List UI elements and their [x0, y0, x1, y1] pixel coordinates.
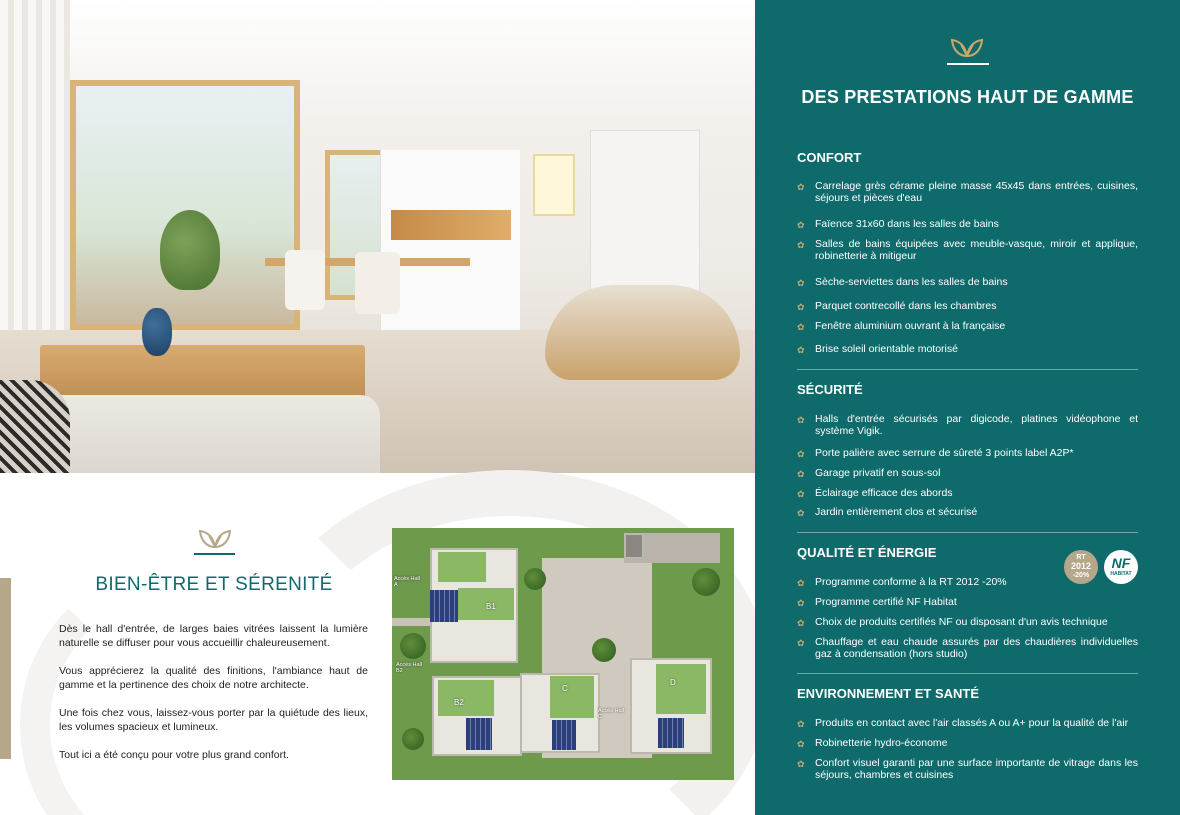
section-divider	[797, 532, 1138, 533]
list-item: ✿ Jardin entièrement clos et sécurisé	[797, 506, 978, 518]
section-divider	[797, 673, 1138, 674]
plan-path	[392, 618, 432, 626]
services-panel	[755, 0, 1180, 815]
leaf-bullet-icon: ✿	[797, 739, 805, 749]
wellbeing-paragraph: Tout ici a été conçu pour votre plus grand confort.	[59, 749, 289, 761]
aerial-site-plan	[392, 528, 734, 780]
plan-solar-panels	[658, 718, 684, 748]
wellbeing-paragraph: Vous apprécierez la qualité des finitions, l'ambiance haut de gamme et la pertinence des choix de notre architecte.	[59, 665, 368, 691]
list-item: ✿ Programme certifié NF Habitat	[797, 596, 957, 608]
plan-solar-panels	[552, 720, 576, 750]
plan-tree	[592, 638, 616, 662]
photo-dining-chair	[355, 252, 400, 314]
leaf-bullet-icon: ✿	[797, 345, 805, 355]
list-item: ✿ Robinetterie hydro-économe	[797, 737, 948, 749]
section-title-environnement-sante: ENVIRONNEMENT ET SANTÉ	[797, 686, 980, 701]
decorative-gold-bar	[0, 578, 11, 759]
photo-cushion	[0, 380, 70, 473]
leaf-bullet-icon: ✿	[797, 578, 805, 588]
list-item: ✿ Programme conforme à la RT 2012 -20%	[797, 576, 1007, 588]
list-item: ✿ Faïence 31x60 dans les salles de bains	[797, 218, 999, 230]
plan-label-c: C	[562, 684, 568, 693]
leaf-bullet-icon: ✿	[797, 240, 805, 250]
plan-tree	[692, 568, 720, 596]
logo-underline	[194, 553, 235, 555]
photo-curtain	[0, 0, 70, 380]
plan-access-label: Accès Hall B2	[396, 662, 422, 674]
logo-underline	[947, 63, 989, 65]
list-item: ✿ Garage privatif en sous-sol	[797, 467, 941, 479]
plan-label-b1: B1	[486, 602, 496, 611]
plan-annex	[624, 533, 644, 559]
leaf-bullet-icon: ✿	[797, 489, 805, 499]
section-title-securite: SÉCURITÉ	[797, 382, 863, 397]
leaf-bullet-icon: ✿	[797, 719, 805, 729]
leaf-bullet-icon: ✿	[797, 638, 805, 648]
list-item: ✿ Chauffage et eau chaude assurés par des chaudières individuelles gaz à condensation (hors studio)	[797, 636, 1138, 660]
photo-armchair	[545, 285, 740, 380]
plan-access-label: Accès Hall C	[598, 708, 624, 720]
list-item: ✿ Brise soleil orientable motorisé	[797, 343, 958, 355]
section-title-qualite-energie: QUALITÉ ET ÉNERGIE	[797, 545, 937, 560]
panel-title: DES PRESTATIONS HAUT DE GAMME	[801, 87, 1134, 107]
interior-living-room-photo	[0, 0, 755, 473]
plan-label-d: D	[670, 678, 676, 687]
plan-solar-panels	[430, 590, 458, 622]
plan-tree	[524, 568, 546, 590]
list-item: ✿ Choix de produits certifiés NF ou disposant d'un avis technique	[797, 616, 1108, 628]
wellbeing-text	[59, 622, 368, 776]
wellbeing-paragraph: Une fois chez vous, laissez-vous porter par la quiétude des lieux, les volumes spacieux et lumineux.	[59, 707, 368, 733]
list-item: ✿ Sèche-serviettes dans les salles de bains	[797, 276, 1008, 288]
section-divider	[797, 369, 1138, 370]
list-item: ✿ Porte palière avec serrure de sûreté 3 points label A2P*	[797, 447, 1074, 459]
plan-tree	[402, 728, 424, 750]
plan-tree	[400, 633, 426, 659]
plan-access-label: Accès Hall A	[394, 576, 420, 588]
list-item: ✿ Confort visuel garanti par une surface importante de vitrage dans les séjours, chambres et cuisines	[797, 757, 1138, 781]
leaf-bullet-icon: ✿	[797, 618, 805, 628]
plan-green-roof	[438, 680, 494, 716]
leaf-bullet-icon: ✿	[797, 278, 805, 288]
photo-kitchen	[380, 150, 520, 330]
list-item: ✿ Salles de bains équipées avec meuble-vasque, miroir et applique, robinetterie à mitigeur	[797, 238, 1138, 262]
photo-dining-chair	[285, 250, 325, 310]
leaf-bullet-icon: ✿	[797, 182, 805, 192]
leaf-bullet-icon: ✿	[797, 302, 805, 312]
list-item: ✿ Carrelage grès cérame pleine masse 45x45 dans entrées, cuisines, séjours et pièces d'eau	[797, 180, 1138, 204]
leaf-logo-icon	[949, 36, 985, 58]
list-item: ✿ Halls d'entrée sécurisés par digicode, platines vidéophone et système Vigik.	[797, 413, 1138, 437]
leaf-bullet-icon: ✿	[797, 415, 805, 425]
list-item: ✿ Parquet contrecollé dans les chambres	[797, 300, 997, 312]
list-item: ✿ Éclairage efficace des abords	[797, 487, 953, 499]
plan-solar-panels	[466, 718, 492, 750]
nf-habitat-badge: NF HABITAT	[1104, 550, 1138, 584]
plan-green-roof	[656, 664, 706, 714]
photo-terrace-plant	[160, 210, 220, 290]
leaf-bullet-icon: ✿	[797, 598, 805, 608]
plan-green-roof	[438, 552, 486, 582]
leaf-bullet-icon: ✿	[797, 469, 805, 479]
photo-vase	[142, 308, 172, 356]
list-item: ✿ Produits en contact avec l'air classés A ou A+ pour la qualité de l'air	[797, 717, 1129, 729]
wellbeing-paragraph: Dès le hall d'entrée, de larges baies vitrées laissent la lumière naturelle se diffuser pour vous accueillir chaleureusement.	[59, 623, 368, 649]
leaf-bullet-icon: ✿	[797, 508, 805, 518]
leaf-bullet-icon: ✿	[797, 759, 805, 769]
plan-label-b2: B2	[454, 698, 464, 707]
photo-balcony-window	[70, 80, 300, 330]
photo-wall-poster	[533, 154, 575, 216]
leaf-bullet-icon: ✿	[797, 322, 805, 332]
wellbeing-title: BIEN-ÊTRE ET SÉRENITÉ	[95, 574, 333, 595]
plan-green-roof	[550, 676, 594, 718]
leaf-bullet-icon: ✿	[797, 449, 805, 459]
section-title-confort: CONFORT	[797, 150, 862, 165]
list-item: ✿ Fenêtre aluminium ouvrant à la française	[797, 320, 1006, 332]
leaf-bullet-icon: ✿	[797, 220, 805, 230]
leaf-logo-icon	[197, 527, 233, 549]
rt2012-badge: RT 2012 -20%	[1064, 550, 1098, 584]
